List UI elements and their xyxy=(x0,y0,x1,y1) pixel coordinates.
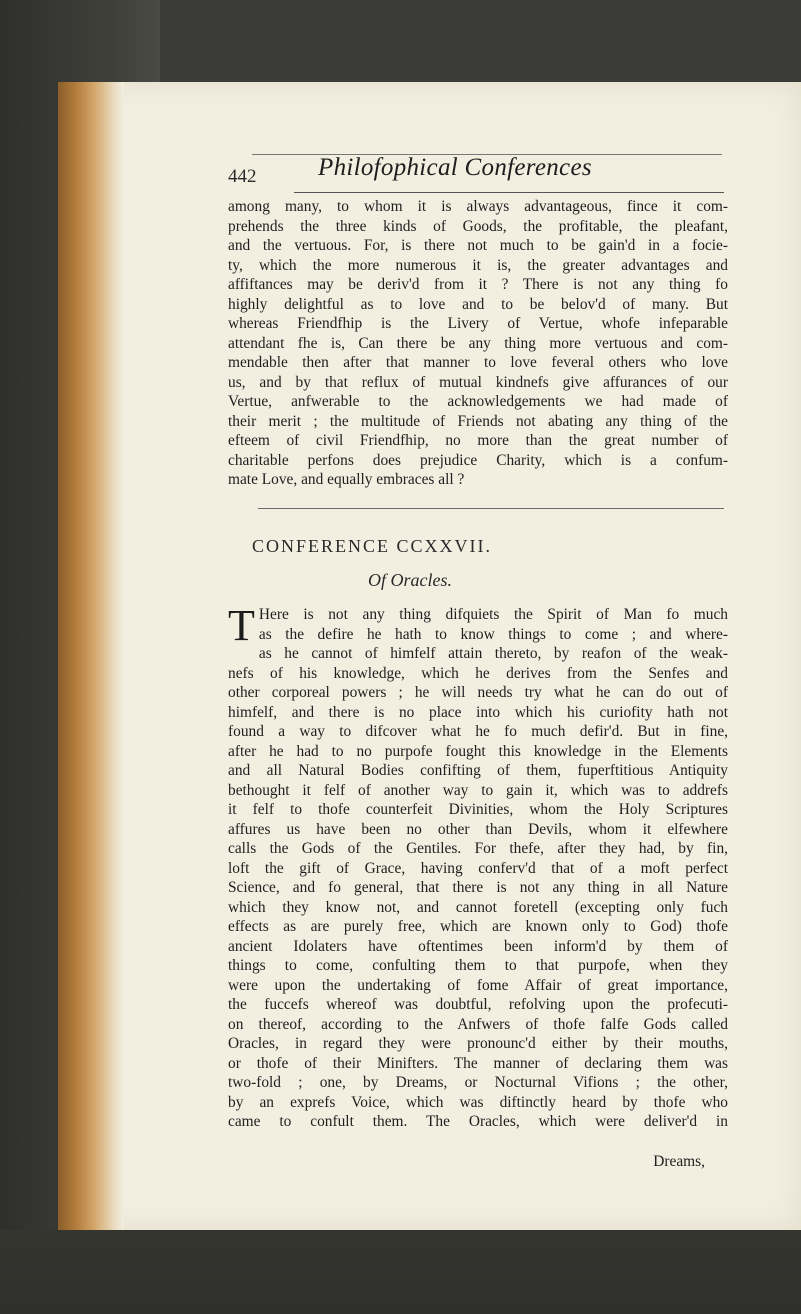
text-line: loft the gift of Grace, having conferv'd that of a moft perfect xyxy=(228,859,728,877)
text-line: Vertue, anfwerable to the acknowledgements we had made of xyxy=(228,393,728,410)
text-line: were upon the undertaking of fome Affair of great importance, xyxy=(228,976,728,994)
header-bottom-rule xyxy=(294,192,724,193)
drop-cap: T xyxy=(228,601,255,650)
text-line: nefs of his knowledge, which he derives from the Senfes and xyxy=(228,664,728,682)
text-line: other corporeal powers ; he will needs try what he can do out of xyxy=(228,684,728,701)
text-line: mate Love, and equally embraces all ? xyxy=(228,471,465,488)
text-line: which they know not, and cannot foretell (excepting only fuch xyxy=(228,898,728,916)
text-line: himfelf, and there is no place into which his curiofity hath not xyxy=(228,703,728,721)
text-line: as he cannot of himfelf attain thereto, by reafon of the weak- xyxy=(258,645,728,662)
text-line: attendant fhe is, Can there be any thing more vertuous and com- xyxy=(228,334,728,352)
text-line: came to confult them. The Oracles, which were deliver'd in xyxy=(228,1113,728,1130)
text-line: things to come, confulting them to that purpofe, when they xyxy=(228,957,728,974)
text-line: found a way to difcover what he fo much defir'd. But in fine, xyxy=(228,723,728,740)
text-line: after he had to no purpofe fought this knowledge in the Elements xyxy=(228,742,728,760)
text-line: Oracles, in regard they were pronounc'd either by their mouths, xyxy=(228,1035,728,1052)
running-title: Philofophical Conferences xyxy=(318,154,592,181)
text-line: and the vertuous. For, is there not much to be gain'd in a focie- xyxy=(228,237,728,254)
text-line: as the defire he hath to know things to come ; and where- xyxy=(258,625,728,643)
conference-heading: CONFERENCE CCXXVII. xyxy=(252,536,493,556)
text-line: affures us have been no other than Devils, whom it elfewhere xyxy=(228,820,728,838)
page-gutter-edge xyxy=(58,82,124,1230)
bottom-background xyxy=(0,1230,801,1314)
text-line: whereas Friendfhip is the Livery of Vertue, whofe infeparable xyxy=(228,315,728,332)
text-line: efteem of civil Friendfhip, no more than the great number of xyxy=(228,432,728,449)
text-line: two-fold ; one, by Dreams, or Nocturnal Vifions ; the other, xyxy=(228,1074,728,1091)
text-line: highly delightful as to love and to be belov'd of many. But xyxy=(228,295,728,313)
text-line: on thereof, according to the Anfwers of thofe falfe Gods called xyxy=(228,1015,728,1033)
section-divider-rule xyxy=(258,508,724,509)
text-line: their merit ; the multitude of Friends not abating any thing of the xyxy=(228,412,728,430)
text-line: us, and by that reflux of mutual kindnefs give affurances of our xyxy=(228,373,728,391)
text-line: Science, and fo general, that there is not any thing in all Nature xyxy=(228,879,728,896)
text-line: affiftances may be deriv'd from it ? There is not any thing fo xyxy=(228,276,728,293)
paragraph-continued xyxy=(228,197,728,490)
text-line: it felf to thofe counterfeit Divinities, whom the Holy Scriptures xyxy=(228,801,728,818)
text-line: among many, to whom it is always advantageous, fince it com- xyxy=(228,198,728,215)
text-line: Here is not any thing difquiets the Spirit of Man fo much xyxy=(258,606,728,623)
text-line: by an exprefs Voice, which was diftinctly heard by thofe who xyxy=(228,1093,728,1111)
text-line: ty, which the more numerous it is, the greater advantages and xyxy=(228,256,728,274)
text-line: the fuccefs whereof was doubtful, refolving upon the profecuti- xyxy=(228,996,728,1013)
text-line: prehends the three kinds of Goods, the profitable, the pleafant, xyxy=(228,217,728,235)
text-line: calls the Gods of the Gentiles. For thefe, after they had, by fin, xyxy=(228,840,728,857)
text-line: or thofe of their Minifters. The manner of declaring them was xyxy=(228,1054,728,1072)
text-line: mendable then after that manner to love feveral others who love xyxy=(228,354,728,371)
text-line: ancient Idolaters have oftentimes been inform'd by them of xyxy=(228,937,728,955)
text-line: and all Natural Bodies confifting of them, fuperftitious Antiquity xyxy=(228,762,728,779)
text-line: effects as are purely free, which are known only to God) thofe xyxy=(228,918,728,935)
conference-subtitle: Of Oracles. xyxy=(368,570,452,590)
conference-body-paragraph xyxy=(228,601,728,1132)
page-number: 442 xyxy=(228,166,257,187)
text-line: charitable perfons does prejudice Charity, which is a confum- xyxy=(228,451,728,469)
catchword: Dreams, xyxy=(653,1153,705,1170)
text-line: bethought it felf of another way to gain it, which was to addrefs xyxy=(228,781,728,799)
